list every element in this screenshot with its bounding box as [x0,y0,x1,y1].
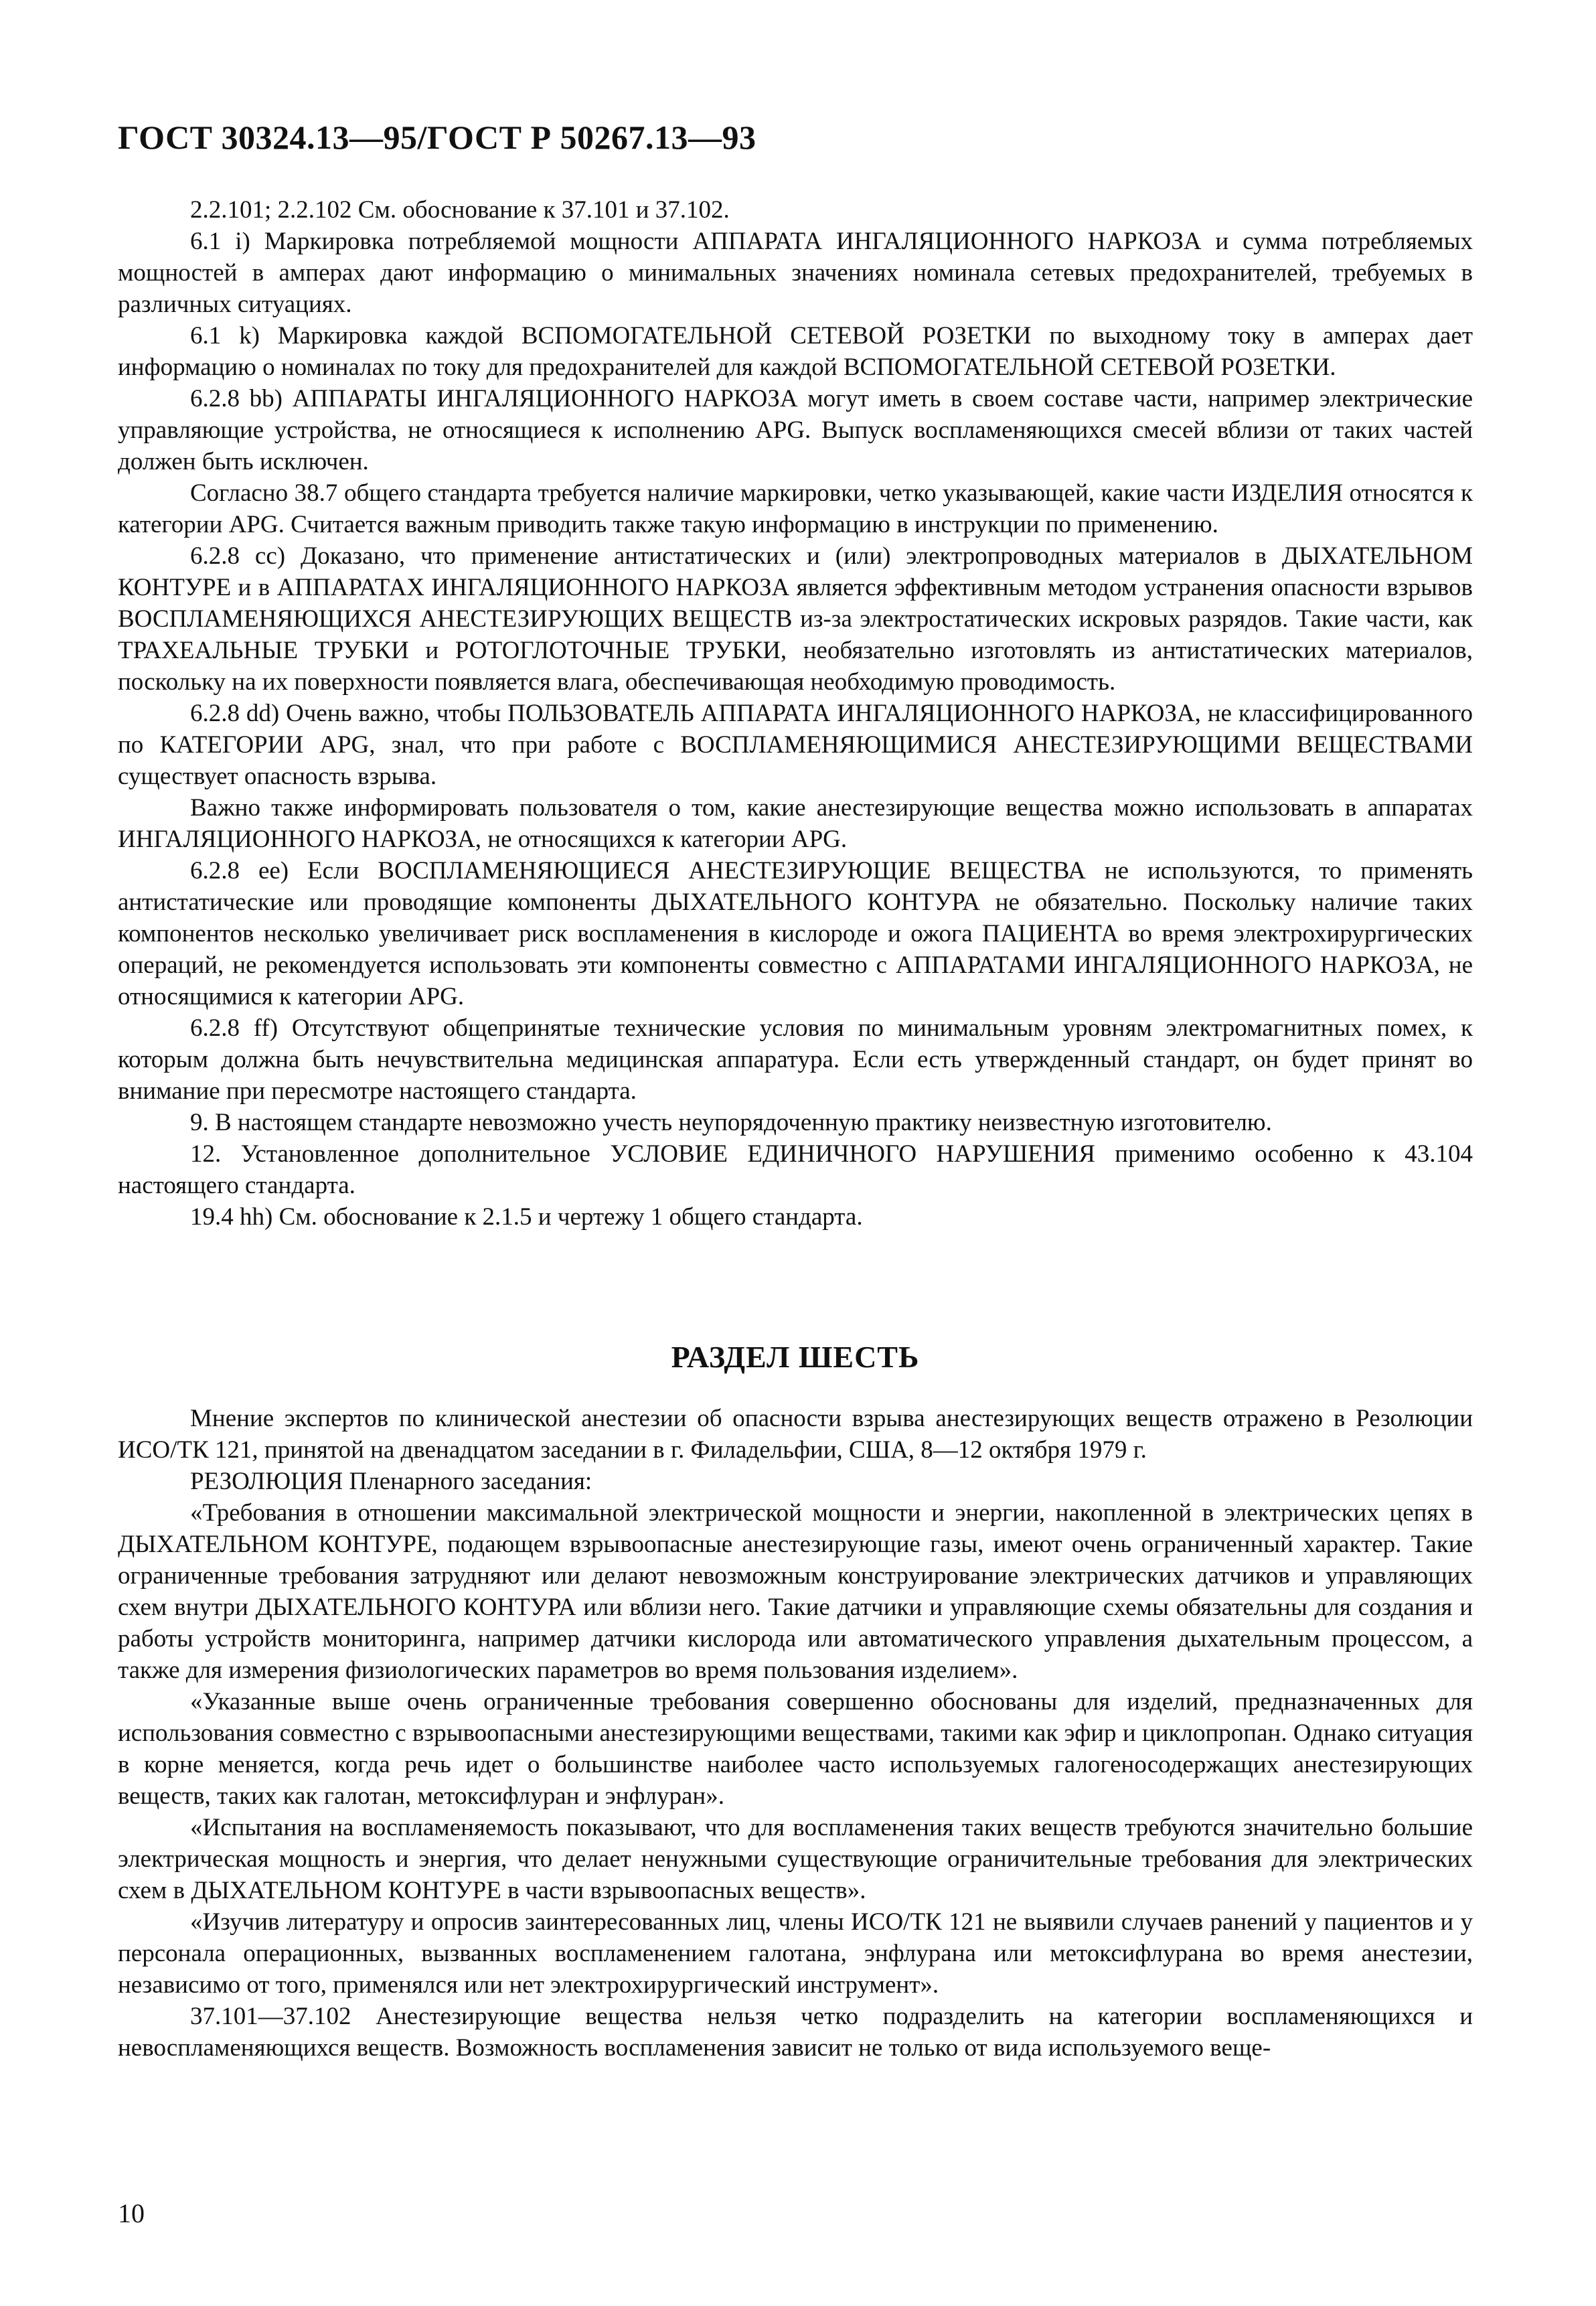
section-paragraph: «Изучив литературу и опросив заинтересованных лиц, члены ИСО/ТК 121 не выявили случаев ранений у пациентов и у персонала операционных, вызванных воспламенением галотана, энфлурана или метоксифлурана во время анестезии, независимо от того, применялся или нет электрохирургический инструмент». [118,1908,1473,1999]
paragraph: 6.2.8 dd) Очень важно, чтобы ПОЛЬЗОВАТЕЛЬ АППАРАТА ИНГАЛЯЦИОННОГО НАРКОЗА, не классифицированного по КАТЕГОРИИ APG, знал, что при работе с ВОСПЛАМЕНЯЮЩИМИСЯ АНЕСТЕЗИРУЮЩИМИ ВЕЩЕСТВАМИ существует опасность взрыва. [118,700,1473,790]
paragraph: 2.2.101; 2.2.102 См. обоснование к 37.101 и 37.102. [190,196,730,224]
section-paragraph: «Испытания на воспламеняемость показывают, что для воспламенения таких веществ требуются значительно большие электрическая мощность и энергия, что делает ненужными существующие ограничительные требования для электрических схем в ДЫХАТЕЛЬНОМ КОНТУРЕ в части взрывоопасных веществ». [118,1814,1473,1904]
paragraph: 9. В настоящем стандарте невозможно учесть неупорядоченную практику неизвестную изготовителю. [190,1109,1272,1136]
section-paragraph: Мнение экспертов по клинической анестезии об опасности взрыва анестезирующих веществ отражено в Резолюции ИСО/ТК 121, принятой на двенадцатом заседании в г. Филадельфии, США, 8—12 октября 1979 г. [118,1405,1473,1464]
paragraph: 6.2.8 ee) Если ВОСПЛАМЕНЯЮЩИЕСЯ АНЕСТЕЗИРУЮЩИЕ ВЕЩЕСТВА не используются, то применять антистатические или проводящие компоненты ДЫХАТЕЛЬНОГО КОНТУРА не обязательно. Поскольку наличие таких компонентов несколько увеличивает риск воспламенения в кислороде и ожога ПАЦИЕНТА во время электрохирургических операций, не рекомендуется использовать эти компоненты совместно с АППАРАТАМИ ИНГАЛЯЦИОННОГО НАРКОЗА, не относящимися к категории APG. [118,857,1473,1010]
paragraph: 6.2.8 ff) Отсутствуют общепринятые технические условия по минимальным уровням электромагнитных помех, к которым должна быть нечувствительна медицинская аппаратура. Если есть утвержденный стандарт, он будет принят во внимание при пересмотре настоящего стандарта. [118,1014,1473,1105]
paragraph: 6.1 i) Маркировка потребляемой мощности АППАРАТА ИНГАЛЯЦИОННОГО НАРКОЗА и сумма потребляемых мощностей в амперах дают информацию о минимальных значениях номинала сетевых предохранителей, требуемых в различных ситуациях. [118,228,1473,318]
section-paragraph: «Требования в отношении максимальной электрической мощности и энергии, накопленной в электрических цепях в ДЫХАТЕЛЬНОМ КОНТУРЕ, подающем взрывоопасные анестезирующие газы, имеют очень ограниченный характер. Такие ограниченные требования затрудняют или делают невозможным конструирование электрических датчиков и управляющих схем внутри ДЫХАТЕЛЬНОГО КОНТУРА или вблизи него. Такие датчики и управляющие схемы обязательны для создания и работы устройств мониторинга, например датчики кислорода или автоматического управления дыхательным процессом, а также для измерения физиологических параметров во время пользования изделием». [118,1499,1473,1684]
paragraph: 6.2.8 bb) АППАРАТЫ ИНГАЛЯЦИОННОГО НАРКОЗА могут иметь в своем составе части, например электрические управляющие устройства, не относящиеся к исполнению APG. Выпуск воспламеняющихся смесей вблизи от таких частей должен быть исключен. [118,385,1473,475]
section-title: РАЗДЕЛ ШЕСТЬ [671,1340,920,1374]
section-paragraph: 37.101—37.102 Анестезирующие вещества нельзя четко подразделить на категории воспламеняющихся и невоспламеняющихся веществ. Возможность воспламенения зависит не только от вида используемого веще- [118,2003,1473,2062]
page-header-title: ГОСТ 30324.13—95/ГОСТ Р 50267.13—93 [118,119,756,156]
section-text [118,1403,1473,2064]
body-text [118,194,1473,1233]
paragraph: 6.1 k) Маркировка каждой ВСПОМОГАТЕЛЬНОЙ СЕТЕВОЙ РОЗЕТКИ по выходному току в амперах дает информацию о номиналах по току для предохранителей для каждой ВСПОМОГАТЕЛЬНОЙ СЕТЕВОЙ РОЗЕТКИ. [118,322,1473,381]
section-paragraph: РЕЗОЛЮЦИЯ Пленарного заседания: [190,1468,592,1495]
page-number: 10 [118,2198,145,2228]
section-paragraph: «Указанные выше очень ограниченные требования совершенно обоснованы для изделий, предназначенных для использования совместно с взрывоопасными анестезирующими веществами, такими как эфир и циклопропан. Однако ситуация в корне меняется, когда речь идет о большинстве наиболее часто используемых галогеносодержащих анестезирующих веществ, таких как галотан, метоксифлуран и энфлуран». [118,1688,1473,1810]
paragraph: 12. Установленное дополнительное УСЛОВИЕ ЕДИНИЧНОГО НАРУШЕНИЯ применимо особенно к 43.104 настоящего стандарта. [118,1140,1473,1199]
paragraph: Согласно 38.7 общего стандарта требуется наличие маркировки, четко указывающей, какие части ИЗДЕЛИЯ относятся к категории APG. Считается важным приводить также такую информацию в инструкции по применению. [118,479,1473,538]
paragraph: Важно также информировать пользователя о том, какие анестезирующие вещества можно использовать в аппаратах ИНГАЛЯЦИОННОГО НАРКОЗА, не относящихся к категории APG. [118,794,1473,853]
paragraph: 6.2.8 cc) Доказано, что применение антистатических и (или) электропроводных материалов в ДЫХАТЕЛЬНОМ КОНТУРЕ и в АППАРАТАХ ИНГАЛЯЦИОННОГО НАРКОЗА является эффективным методом устранения опасности взрывов ВОСПЛАМЕНЯЮЩИХСЯ АНЕСТЕЗИРУЮЩИХ ВЕЩЕСТВ из-за электростатических искровых разрядов. Такие части, как ТРАХЕАЛЬНЫЕ ТРУБКИ и РОТОГЛОТОЧНЫЕ ТРУБКИ, необязательно изготовлять из антистатических материалов, поскольку на их поверхности появляется влага, обеспечивающая необходимую проводимость. [118,542,1473,696]
paragraph: 19.4 hh) См. обоснование к 2.1.5 и чертежу 1 общего стандарта. [190,1203,863,1231]
